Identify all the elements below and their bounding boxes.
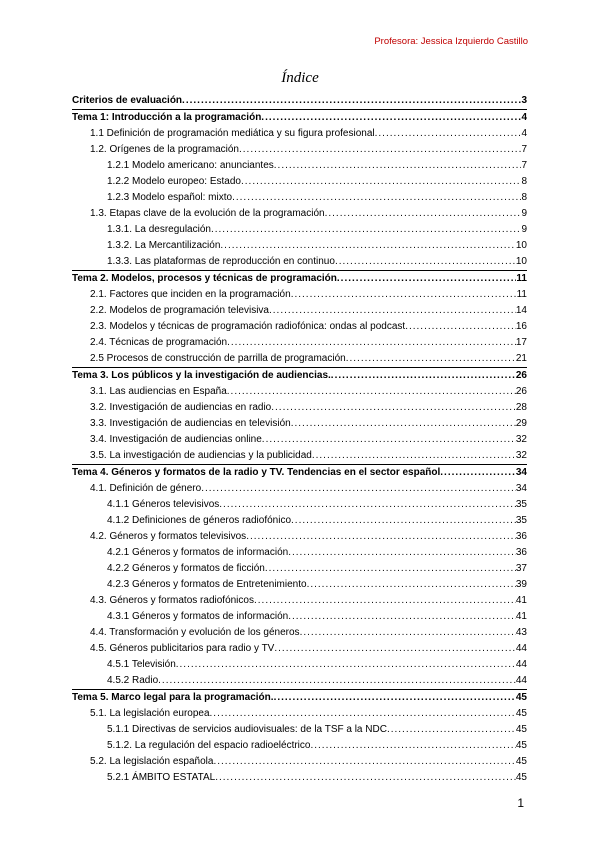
toc-leader-dots — [274, 158, 522, 174]
page-header-author: Profesora: Jessica Izquierdo Castillo — [374, 36, 528, 47]
toc-leader-dots — [274, 690, 516, 706]
toc-entry[interactable] — [72, 513, 527, 529]
toc-entry-title: 4.5.1 Televisión — [107, 659, 176, 670]
toc-entry-title: 5.1.1 Directivas de servicios audiovisuales: de la TSF a la NDC — [107, 724, 387, 735]
toc-entry-page: 28 — [515, 402, 527, 413]
toc-entry[interactable] — [72, 448, 527, 464]
toc-entry[interactable] — [72, 609, 527, 625]
toc-entry[interactable] — [72, 93, 527, 109]
toc-entry-title: 1.3. Etapas clave de la evolución de la programación — [90, 208, 325, 219]
toc-entry-title: 4.2.2 Géneros y formatos de ficción — [107, 563, 265, 574]
toc-entry-page: 21 — [515, 353, 527, 364]
toc-entry-title: Criterios de evaluación — [72, 95, 183, 106]
toc-entry-title: 3.1. Las audiencias en España — [90, 386, 227, 397]
toc-entry[interactable] — [72, 270, 527, 287]
page-number: 1 — [517, 796, 524, 810]
toc-leader-dots — [346, 351, 516, 367]
toc-entry[interactable] — [72, 722, 527, 738]
page-title: Índice — [281, 70, 319, 86]
toc-entry[interactable] — [72, 190, 527, 206]
toc-entry-page: 32 — [515, 434, 527, 445]
toc-entry-title: 2.5 Procesos de construcción de parrilla de programación — [90, 353, 346, 364]
toc-entry-page: 45 — [515, 740, 527, 751]
toc-entry-page: 10 — [515, 240, 527, 251]
toc-entry-title: Tema 1: Introducción a la programación — [72, 112, 262, 123]
toc-entry[interactable] — [72, 432, 527, 448]
toc-entry[interactable] — [72, 351, 527, 367]
toc-leader-dots — [337, 271, 517, 287]
toc-entry-page: 29 — [515, 418, 527, 429]
toc-entry-page: 45 — [515, 724, 527, 735]
toc-leader-dots — [300, 625, 516, 641]
toc-leader-dots — [211, 222, 521, 238]
toc-entry-title: 5.2. La legislación española — [90, 756, 214, 767]
toc-entry-title: 4.3.1 Géneros y formatos de información — [107, 611, 289, 622]
toc-entry-page: 3 — [521, 95, 527, 106]
toc-entry-page: 7 — [521, 160, 527, 171]
toc-entry-page: 26 — [515, 386, 527, 397]
toc-entry-title: Tema 2. Modelos, procesos y técnicas de programación — [72, 273, 337, 284]
toc-entry[interactable] — [72, 174, 527, 190]
toc-leader-dots — [246, 529, 516, 545]
toc-leader-dots — [254, 593, 516, 609]
toc-leader-dots — [291, 416, 516, 432]
toc-entry-page: 36 — [515, 531, 527, 542]
toc-entry-title: 4.1.2 Definiciones de géneros radiofónico — [107, 515, 292, 526]
toc-entry-page: 44 — [515, 659, 527, 670]
toc-entry-title: 3.5. La investigación de audiencias y la publicidad — [90, 450, 312, 461]
toc-entry[interactable] — [72, 109, 527, 126]
toc-entry-page: 41 — [515, 595, 527, 606]
toc-entry-title: 4.3. Géneros y formatos radiofónicos — [90, 595, 254, 606]
toc-leader-dots — [312, 448, 516, 464]
toc-entry-title: 4.5.2 Radio — [107, 675, 159, 686]
toc-entry-page: 8 — [521, 192, 527, 203]
toc-leader-dots — [239, 142, 521, 158]
toc-entry-page: 32 — [515, 450, 527, 461]
toc-entry-page: 45 — [515, 756, 527, 767]
toc-leader-dots — [375, 126, 522, 142]
toc-entry-title: 1.2.3 Modelo español: mixto — [107, 192, 233, 203]
toc-entry[interactable] — [72, 657, 527, 673]
toc-entry-page: 35 — [515, 499, 527, 510]
toc-entry[interactable] — [72, 222, 527, 238]
toc-entry[interactable] — [72, 384, 527, 400]
toc-entry-page: 11 — [516, 289, 527, 300]
toc-leader-dots — [158, 673, 516, 689]
toc-entry-title: 1.2.1 Modelo americano: anunciantes — [107, 160, 274, 171]
toc-leader-dots — [335, 254, 516, 270]
toc-entry-title: Tema 4. Géneros y formatos de la radio y TV. Tendencias en el sector español — [72, 467, 441, 478]
toc-leader-dots — [288, 609, 516, 625]
toc-entry-page: 17 — [515, 337, 527, 348]
toc-entry-title: 3.4. Investigación de audiencias online — [90, 434, 262, 445]
toc-entry-title: 1.3.1. La desregulación — [107, 224, 211, 235]
toc-entry-title: 3.3. Investigación de audiencias en televisión — [90, 418, 291, 429]
toc-entry[interactable] — [72, 738, 527, 754]
toc-entry-page: 45 — [515, 708, 527, 719]
toc-entry-title: 1.2. Orígenes de la programación — [90, 144, 239, 155]
toc-leader-dots — [220, 238, 515, 254]
toc-entry-page: 14 — [515, 305, 527, 316]
toc-entry-page: 35 — [515, 515, 527, 526]
toc-entry[interactable] — [72, 641, 527, 657]
toc-leader-dots — [219, 497, 516, 513]
toc-entry-title: 4.1. Definición de género — [90, 483, 202, 494]
toc-entry-title: Tema 3. Los públicos y la investigación de audiencias. — [72, 370, 331, 381]
toc-entry-page: 43 — [515, 627, 527, 638]
toc-entry-title: 5.2.1 ÁMBITO ESTATAL — [107, 772, 216, 783]
toc-leader-dots — [265, 561, 516, 577]
toc-entry[interactable] — [72, 254, 527, 270]
toc-entry-title: 1.2.2 Modelo europeo: Estado — [107, 176, 241, 187]
toc-leader-dots — [241, 174, 521, 190]
toc-leader-dots — [210, 706, 516, 722]
toc-entry-page: 9 — [521, 224, 527, 235]
toc-leader-dots — [269, 303, 516, 319]
toc-entry-page: 9 — [521, 208, 527, 219]
toc-entry[interactable] — [72, 126, 527, 142]
toc-entry-title: 3.2. Investigación de audiencias en radio — [90, 402, 272, 413]
toc-entry-title: 4.4. Transformación y evolución de los géneros — [90, 627, 300, 638]
toc-leader-dots — [182, 93, 521, 109]
toc-leader-dots — [325, 206, 522, 222]
toc-entry-page: 37 — [515, 563, 527, 574]
toc-leader-dots — [291, 513, 516, 529]
toc-entry-title: Tema 5. Marco legal para la programación. — [72, 692, 274, 703]
toc-entry[interactable] — [72, 706, 527, 722]
toc-entry[interactable] — [72, 400, 527, 416]
toc-entry-page: 39 — [515, 579, 527, 590]
toc-entry[interactable] — [72, 770, 527, 786]
toc-entry[interactable] — [72, 625, 527, 641]
toc-entry-title: 5.1. La legislación europea — [90, 708, 210, 719]
toc-leader-dots — [307, 577, 516, 593]
toc-entry-title: 4.2.3 Géneros y formatos de Entretenimiento — [107, 579, 307, 590]
toc-entry[interactable] — [72, 303, 527, 319]
toc-entry[interactable] — [72, 416, 527, 432]
toc-entry-title: 1.3.2. La Mercantilización — [107, 240, 221, 251]
toc-entry-title: 2.4. Técnicas de programación — [90, 337, 228, 348]
toc-leader-dots — [201, 481, 516, 497]
toc-entry-title: 5.1.2. La regulación del espacio radioeléctrico — [107, 740, 311, 751]
toc-entry-page: 44 — [515, 643, 527, 654]
toc-leader-dots — [387, 722, 516, 738]
toc-entry[interactable] — [72, 545, 527, 561]
toc-entry[interactable] — [72, 689, 527, 706]
toc-entry-page: 16 — [515, 321, 527, 332]
toc-leader-dots — [176, 657, 516, 673]
toc-entry-title: 2.3. Modelos y técnicas de programación radiofónica: ondas al podcast — [90, 321, 406, 332]
table-of-contents — [72, 93, 527, 786]
toc-entry-title: 1.3.3. Las plataformas de reproducción en continuo — [107, 256, 335, 267]
toc-leader-dots — [213, 754, 515, 770]
toc-entry-page: 45 — [515, 772, 527, 783]
toc-entry-title: 4.1.1 Géneros televisivos — [107, 499, 220, 510]
toc-leader-dots — [274, 641, 516, 657]
toc-leader-dots — [271, 400, 516, 416]
toc-entry-page: 41 — [515, 611, 527, 622]
toc-entry[interactable] — [72, 593, 527, 609]
toc-leader-dots — [232, 190, 521, 206]
toc-leader-dots — [405, 319, 516, 335]
toc-entry-page: 36 — [515, 547, 527, 558]
toc-entry[interactable] — [72, 561, 527, 577]
toc-entry-title: 1.1 Definición de programación mediática y su figura profesional — [90, 128, 375, 139]
toc-entry-title: 2.2. Modelos de programación televisiva — [90, 305, 269, 316]
toc-entry[interactable] — [72, 754, 527, 770]
toc-entry[interactable] — [72, 335, 527, 351]
toc-entry[interactable] — [72, 577, 527, 593]
toc-entry[interactable] — [72, 287, 527, 303]
toc-leader-dots — [288, 545, 516, 561]
toc-entry[interactable] — [72, 158, 527, 174]
toc-entry-page: 8 — [521, 176, 527, 187]
toc-entry[interactable] — [72, 673, 527, 689]
toc-leader-dots — [331, 368, 516, 384]
toc-entry-page: 26 — [515, 370, 527, 381]
toc-entry-page: 10 — [515, 256, 527, 267]
toc-leader-dots — [310, 738, 515, 754]
toc-leader-dots — [291, 287, 517, 303]
toc-entry[interactable] — [72, 142, 527, 158]
toc-leader-dots — [215, 770, 516, 786]
toc-entry[interactable] — [72, 464, 527, 481]
toc-entry-title: 4.2.1 Géneros y formatos de información — [107, 547, 289, 558]
toc-entry-page: 45 — [515, 692, 527, 703]
toc-entry-page: 4 — [521, 128, 527, 139]
toc-entry-page: 44 — [515, 675, 527, 686]
toc-entry-page: 4 — [521, 112, 527, 123]
toc-leader-dots — [440, 465, 516, 481]
toc-entry-page: 11 — [516, 273, 527, 284]
toc-entry-title: 4.2. Géneros y formatos televisivos — [90, 531, 247, 542]
toc-entry[interactable] — [72, 497, 527, 513]
toc-entry-title: 2.1. Factores que inciden en la programación — [90, 289, 291, 300]
toc-leader-dots — [262, 432, 516, 448]
toc-entry-page: 34 — [515, 483, 527, 494]
toc-entry-page: 34 — [515, 467, 527, 478]
toc-entry[interactable] — [72, 238, 527, 254]
toc-entry-title: 4.5. Géneros publicitarios para radio y TV — [90, 643, 275, 654]
toc-entry[interactable] — [72, 367, 527, 384]
toc-leader-dots — [261, 110, 521, 126]
toc-entry[interactable] — [72, 206, 527, 222]
toc-leader-dots — [227, 384, 516, 400]
toc-entry[interactable] — [72, 529, 527, 545]
toc-entry[interactable] — [72, 481, 527, 497]
toc-entry-page: 7 — [521, 144, 527, 155]
toc-leader-dots — [227, 335, 516, 351]
toc-entry[interactable] — [72, 319, 527, 335]
